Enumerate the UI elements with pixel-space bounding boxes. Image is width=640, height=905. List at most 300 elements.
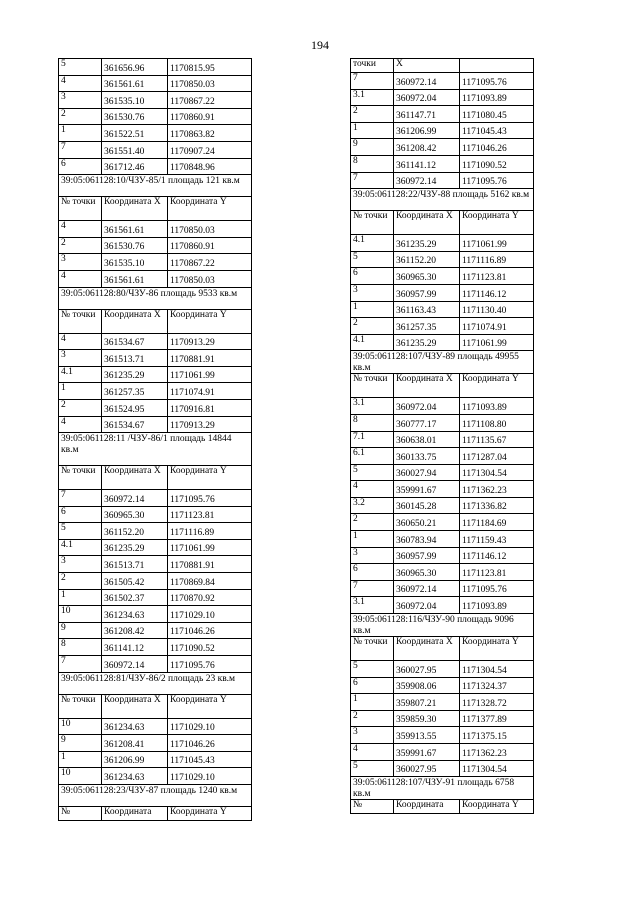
coordinate-y-cell: 1170850.03	[168, 221, 252, 238]
coordinate-x-cell: 361235.29	[102, 366, 168, 383]
point-number-cell: 5	[351, 661, 394, 678]
coordinate-y-cell: 1170913.29	[168, 333, 252, 350]
point-number-cell: 7	[351, 172, 394, 189]
header-coordinate-x: Координата X	[102, 694, 168, 718]
coordinate-y-cell: 1170815.95	[168, 59, 252, 76]
coordinate-x-cell: 361505.42	[102, 573, 168, 590]
coordinate-y-cell: 1171095.76	[460, 172, 534, 189]
coordinate-y-cell: 1170881.91	[168, 350, 252, 367]
table-row	[59, 490, 252, 507]
coordinate-x-cell: 361206.99	[394, 122, 460, 139]
table-row	[59, 416, 252, 433]
table-row	[351, 251, 534, 268]
plot-title: 39:05:061128:10/ЧЗУ-85/1 площадь 121 кв.м	[59, 175, 252, 197]
coordinate-y-cell: 1171046.26	[168, 622, 252, 639]
table-row	[351, 481, 534, 498]
table-row	[59, 237, 252, 254]
coordinate-y-cell: 1171304.54	[460, 464, 534, 481]
coordinate-x-cell: 359991.67	[394, 481, 460, 498]
coordinate-y-cell: 1171328.72	[460, 694, 534, 711]
coordinate-y-cell: 1171146.12	[460, 547, 534, 564]
table-row	[59, 539, 252, 556]
point-number-cell: 5	[351, 464, 394, 481]
point-number-cell: 4	[59, 75, 102, 92]
point-number-cell: 9	[351, 139, 394, 156]
point-number-cell: 3.2	[351, 497, 394, 514]
coordinate-y-cell: 1170881.91	[168, 556, 252, 573]
plot-title: 39:05:061128:107/ЧЗУ-91 площадь 6758 кв.м	[351, 777, 534, 800]
coordinate-x-cell: 361163.43	[394, 301, 460, 318]
coordinate-y-cell: 1171029.10	[168, 768, 252, 785]
point-number-cell: 4	[59, 270, 102, 287]
coordinate-y-cell: 1170916.81	[168, 399, 252, 416]
coordinate-x-cell: 360972.14	[102, 656, 168, 673]
table-row	[59, 589, 252, 606]
plot-title-row	[351, 777, 534, 800]
coordinate-x-cell: 360965.30	[394, 564, 460, 581]
coordinate-x-cell: 360972.04	[394, 597, 460, 614]
table-row	[59, 366, 252, 383]
table-header-row	[59, 466, 252, 490]
coordinate-x-cell: 360777.17	[394, 414, 460, 431]
point-number-cell: 4.1	[59, 366, 102, 383]
table-row	[59, 59, 252, 76]
coordinate-y-cell: 1171375.15	[460, 727, 534, 744]
table-row	[59, 270, 252, 287]
coordinate-x-cell: 361208.42	[394, 139, 460, 156]
point-number-cell: 2	[59, 399, 102, 416]
coordinate-x-cell: 361234.63	[102, 768, 168, 785]
header-coordinate-y: Координата Y	[168, 466, 252, 490]
coordinate-x-cell: 360027.95	[394, 760, 460, 777]
header-point-number: № точки	[59, 309, 102, 333]
coordinate-x-cell: 360972.04	[394, 89, 460, 106]
coordinate-y-cell: 1171108.80	[460, 414, 534, 431]
coordinate-x-cell: 361257.35	[102, 383, 168, 400]
coordinate-x-cell: 361513.71	[102, 350, 168, 367]
coordinate-y-cell: 1170850.03	[168, 270, 252, 287]
point-number-cell: 10	[59, 606, 102, 623]
coordinate-x-cell: 360965.30	[102, 506, 168, 523]
coordinate-y-cell: 1171090.52	[460, 155, 534, 172]
coordinate-x-cell: 359908.06	[394, 677, 460, 694]
coordinate-x-cell: 361152.20	[394, 251, 460, 268]
coordinate-y-cell: 1171336.82	[460, 497, 534, 514]
point-number-cell: 7	[59, 656, 102, 673]
table-header-row	[59, 309, 252, 333]
table-row	[351, 235, 534, 252]
coordinate-x-cell: 360972.14	[102, 490, 168, 507]
coordinate-y-cell: 1170870.92	[168, 589, 252, 606]
table-row	[351, 414, 534, 431]
coordinate-y-cell: 1171123.81	[460, 268, 534, 285]
coordinate-x-cell: 359913.55	[394, 727, 460, 744]
table-row	[59, 383, 252, 400]
header-point-number: №	[59, 807, 102, 821]
coordinate-y-cell: 1171061.99	[460, 235, 534, 252]
table-row	[59, 573, 252, 590]
coordinate-x-cell: 361561.61	[102, 221, 168, 238]
coordinate-y-cell: 1171093.89	[460, 597, 534, 614]
table-row	[59, 506, 252, 523]
header-coordinate-y: Координата Y	[168, 309, 252, 333]
coordinate-y-cell: 1170867.22	[168, 92, 252, 109]
coordinate-y-cell: 1171324.37	[460, 677, 534, 694]
coordinate-y-cell: 1171074.91	[168, 383, 252, 400]
plot-title-row	[59, 433, 252, 466]
coordinate-x-cell: 360972.04	[394, 398, 460, 415]
point-number-cell: 4	[59, 416, 102, 433]
header-coordinate-x: Координата X	[394, 637, 460, 661]
coordinate-x-cell: 361147.71	[394, 106, 460, 123]
coordinate-y-cell: 1170850.03	[168, 75, 252, 92]
table-row	[59, 622, 252, 639]
point-number-cell: 3	[59, 350, 102, 367]
coordinate-y-cell: 1171095.76	[168, 656, 252, 673]
coordinate-x-cell: 361530.76	[102, 237, 168, 254]
table-row	[351, 727, 534, 744]
coordinate-x-cell: 360638.01	[394, 431, 460, 448]
point-number-cell: 2	[59, 237, 102, 254]
coordinate-y-cell: 1171061.99	[168, 366, 252, 383]
point-number-cell: 2	[351, 106, 394, 123]
plot-title-row	[351, 189, 534, 211]
table-header-row	[59, 197, 252, 221]
point-number-cell: 1	[351, 694, 394, 711]
left-table-body	[59, 59, 252, 821]
point-number-cell: 2	[59, 573, 102, 590]
table-row	[351, 73, 534, 90]
plot-title: 39:05:061128:22/ЧЗУ-88 площадь 5162 кв.м	[351, 189, 534, 211]
header-coordinate-x: Координата X	[102, 197, 168, 221]
coordinate-y-cell: 1171095.76	[460, 580, 534, 597]
table-row	[351, 760, 534, 777]
plot-title-row	[59, 785, 252, 807]
table-row	[59, 556, 252, 573]
point-number-cell: 5	[59, 523, 102, 540]
coordinate-x-cell: 359859.30	[394, 710, 460, 727]
point-number-cell: 7	[351, 580, 394, 597]
coordinate-x-cell: 361534.67	[102, 416, 168, 433]
header-coordinate-x: Координата X	[102, 309, 168, 333]
table-row	[59, 125, 252, 142]
table-row	[351, 139, 534, 156]
point-number-cell: 2	[351, 514, 394, 531]
header-point-number: № точки	[59, 694, 102, 718]
coordinate-x-cell: 361257.35	[394, 318, 460, 335]
table-row	[351, 268, 534, 285]
table-row	[59, 639, 252, 656]
coordinate-y-cell: 1170867.22	[168, 254, 252, 271]
coordinate-x-cell: 361561.61	[102, 75, 168, 92]
table-row	[351, 106, 534, 123]
coordinate-x-cell: 359991.67	[394, 744, 460, 761]
point-number-cell: 8	[351, 414, 394, 431]
table-row	[59, 333, 252, 350]
coordinate-y-cell: 1171061.99	[168, 539, 252, 556]
coordinate-y-cell: 1171362.23	[460, 744, 534, 761]
point-number-cell: 1	[59, 125, 102, 142]
point-number-cell: 1	[59, 589, 102, 606]
coordinate-y-cell: 1171093.89	[460, 398, 534, 415]
point-number-cell: 7.1	[351, 431, 394, 448]
coordinate-y-cell: 1171135.67	[460, 431, 534, 448]
plot-title: 39:05:061128:23/ЧЗУ-87 площадь 1240 кв.м	[59, 785, 252, 807]
coordinate-x-cell: 361656.96	[102, 59, 168, 76]
coordinate-x-cell: 361502.37	[102, 589, 168, 606]
header-coordinate-y: Координата Y	[460, 800, 534, 814]
table-header-row	[351, 800, 534, 814]
point-number-cell: 6	[59, 506, 102, 523]
coordinate-y-cell: 1170869.84	[168, 573, 252, 590]
coordinate-y-cell: 1171080.45	[460, 106, 534, 123]
header-coordinate-y: Координата Y	[460, 637, 534, 661]
table-row	[59, 141, 252, 158]
coordinate-y-cell: 1171159.43	[460, 531, 534, 548]
point-number-cell: 4.1	[351, 235, 394, 252]
header-coordinate-y: Координата Y	[460, 374, 534, 398]
point-number-cell: 3.1	[351, 89, 394, 106]
right-coordinates-table	[350, 58, 534, 814]
coordinate-x-cell: 360145.28	[394, 497, 460, 514]
point-number-cell: 1	[59, 751, 102, 768]
table-row	[351, 431, 534, 448]
coordinate-x-cell: 361712.46	[102, 158, 168, 175]
point-number-cell: 3	[59, 556, 102, 573]
point-number-cell: 3	[351, 727, 394, 744]
table-row	[59, 735, 252, 752]
point-number-cell: 5	[351, 760, 394, 777]
point-number-cell: 4	[351, 744, 394, 761]
point-number-cell: 9	[59, 622, 102, 639]
table-row	[351, 318, 534, 335]
table-row	[351, 580, 534, 597]
point-number-cell: 7	[351, 73, 394, 90]
point-number-cell: 3	[351, 547, 394, 564]
point-number-cell: 2	[351, 710, 394, 727]
table-row	[59, 751, 252, 768]
table-row	[351, 744, 534, 761]
table-row	[351, 661, 534, 678]
page-number: 194	[311, 38, 329, 52]
coordinate-x-cell: 361235.29	[394, 334, 460, 351]
coordinate-y-cell: 1171130.40	[460, 301, 534, 318]
header-coordinate-y: Координата Y	[168, 807, 252, 821]
coordinate-y-cell: 1171116.89	[168, 523, 252, 540]
coordinate-y-cell: 1171090.52	[168, 639, 252, 656]
coordinate-x-cell: 361513.71	[102, 556, 168, 573]
plot-title: 39:05:061128:81/ЧЗУ-86/2 площадь 23 кв.м	[59, 672, 252, 694]
point-number-cell: 3	[59, 254, 102, 271]
coordinate-y-cell: 1171093.89	[460, 89, 534, 106]
table-row	[351, 677, 534, 694]
coordinate-y-cell: 1171304.54	[460, 760, 534, 777]
table-row	[59, 399, 252, 416]
table-row	[351, 301, 534, 318]
coordinate-x-cell: 361235.29	[394, 235, 460, 252]
coordinate-y-cell: 1171116.89	[460, 251, 534, 268]
point-number-cell: 5	[59, 59, 102, 76]
coordinate-y-cell: 1171146.12	[460, 284, 534, 301]
coordinate-x-cell: 360783.94	[394, 531, 460, 548]
coordinate-y-cell: 1171184.69	[460, 514, 534, 531]
header-coordinate-x: Координата X	[102, 466, 168, 490]
right-table-body	[351, 59, 534, 814]
table-row	[59, 92, 252, 109]
coordinate-x-cell: 361535.10	[102, 92, 168, 109]
coordinate-y-cell: 1171304.54	[460, 661, 534, 678]
plot-title: 39:05:061128:107/ЧЗУ-89 площадь 49955 кв.м	[351, 351, 534, 374]
table-row	[351, 531, 534, 548]
table-row	[351, 398, 534, 415]
coordinate-y-cell: 1170860.91	[168, 237, 252, 254]
header-point-number: № точки	[351, 374, 394, 398]
table-header-row	[59, 807, 252, 821]
coordinate-y-cell: 1171061.99	[460, 334, 534, 351]
coordinate-x-cell: 361235.29	[102, 539, 168, 556]
coordinate-y-cell: 1171029.10	[168, 606, 252, 623]
point-number-cell: 6.1	[351, 448, 394, 465]
header-coordinate-x: X	[394, 59, 460, 73]
table-row	[351, 122, 534, 139]
coordinate-x-cell: 360972.14	[394, 73, 460, 90]
coordinate-x-cell: 361141.12	[394, 155, 460, 172]
point-number-cell: 6	[351, 268, 394, 285]
coordinate-x-cell: 361234.63	[102, 606, 168, 623]
table-row	[59, 221, 252, 238]
header-point-number: № точки	[59, 197, 102, 221]
header-point-number: №	[351, 800, 394, 814]
plot-title-row	[59, 175, 252, 197]
header-coordinate-x: Координата X	[394, 374, 460, 398]
table-row	[59, 350, 252, 367]
header-point-number: точки	[351, 59, 394, 73]
header-coordinate-y: Координата Y	[168, 694, 252, 718]
header-coordinate-y	[460, 59, 534, 73]
point-number-cell: 6	[351, 564, 394, 581]
table-header-row	[351, 374, 534, 398]
coordinate-x-cell: 360957.99	[394, 284, 460, 301]
coordinate-y-cell: 1171074.91	[460, 318, 534, 335]
coordinate-x-cell: 360972.14	[394, 172, 460, 189]
coordinate-y-cell: 1171123.81	[168, 506, 252, 523]
left-coordinates-table	[58, 58, 252, 821]
plot-title-row	[59, 672, 252, 694]
table-row	[59, 254, 252, 271]
coordinate-x-cell: 361141.12	[102, 639, 168, 656]
table-row	[351, 334, 534, 351]
table-row	[59, 768, 252, 785]
plot-title: 39:05:061128:11 /ЧЗУ-86/1 площадь 14844 кв.м	[59, 433, 252, 466]
header-coordinate-y: Координата Y	[168, 197, 252, 221]
point-number-cell: 7	[59, 141, 102, 158]
coordinate-x-cell: 361522.51	[102, 125, 168, 142]
table-row	[59, 718, 252, 735]
table-header-row	[351, 637, 534, 661]
point-number-cell: 3	[59, 92, 102, 109]
point-number-cell: 4	[351, 481, 394, 498]
coordinate-x-cell: 361524.95	[102, 399, 168, 416]
point-number-cell: 7	[59, 490, 102, 507]
coordinate-y-cell: 1171377.89	[460, 710, 534, 727]
coordinate-x-cell: 359807.21	[394, 694, 460, 711]
coordinate-x-cell: 360972.14	[394, 580, 460, 597]
point-number-cell: 2	[59, 108, 102, 125]
table-row	[59, 523, 252, 540]
point-number-cell: 10	[59, 768, 102, 785]
header-coordinate-y: Координата Y	[460, 211, 534, 235]
plot-title-row	[59, 287, 252, 309]
table-header-row	[59, 694, 252, 718]
table-row	[59, 606, 252, 623]
point-number-cell: 3.1	[351, 597, 394, 614]
coordinate-x-cell: 360027.94	[394, 464, 460, 481]
table-row	[351, 172, 534, 189]
point-number-cell: 1	[351, 301, 394, 318]
point-number-cell: 9	[59, 735, 102, 752]
table-row	[59, 75, 252, 92]
coordinate-x-cell: 360965.30	[394, 268, 460, 285]
coordinate-x-cell: 361561.61	[102, 270, 168, 287]
plot-title: 39:05:061128:80/ЧЗУ-86 площадь 9533 кв.м	[59, 287, 252, 309]
coordinate-x-cell: 360027.95	[394, 661, 460, 678]
table-row	[351, 155, 534, 172]
point-number-cell: 4.1	[59, 539, 102, 556]
table-row	[351, 89, 534, 106]
coordinate-x-cell: 360650.21	[394, 514, 460, 531]
coordinate-y-cell: 1171095.76	[460, 73, 534, 90]
table-row	[59, 108, 252, 125]
table-row	[59, 656, 252, 673]
point-number-cell: 8	[59, 639, 102, 656]
header-point-number: № точки	[59, 466, 102, 490]
coordinate-y-cell: 1170860.91	[168, 108, 252, 125]
table-row	[351, 547, 534, 564]
point-number-cell: 1	[351, 122, 394, 139]
header-coordinate-x: Координата	[102, 807, 168, 821]
coordinate-y-cell: 1171029.10	[168, 718, 252, 735]
coordinate-y-cell: 1171045.43	[168, 751, 252, 768]
coordinate-x-cell: 361208.42	[102, 622, 168, 639]
header-point-number: № точки	[351, 211, 394, 235]
point-number-cell: 2	[351, 318, 394, 335]
coordinate-x-cell: 361535.10	[102, 254, 168, 271]
coordinate-y-cell: 1171045.43	[460, 122, 534, 139]
coordinate-x-cell: 361206.99	[102, 751, 168, 768]
point-number-cell: 3.1	[351, 398, 394, 415]
table-row	[351, 497, 534, 514]
table-row	[351, 597, 534, 614]
table-row	[351, 284, 534, 301]
table-row	[351, 448, 534, 465]
coordinate-x-cell: 360133.75	[394, 448, 460, 465]
coordinate-x-cell: 361551.40	[102, 141, 168, 158]
table-row	[351, 564, 534, 581]
coordinate-y-cell: 1170863.82	[168, 125, 252, 142]
point-number-cell: 6	[59, 158, 102, 175]
table-row	[351, 710, 534, 727]
header-coordinate-x: Координата	[394, 800, 460, 814]
table-header-row	[351, 211, 534, 235]
coordinate-x-cell: 361208.41	[102, 735, 168, 752]
table-row	[351, 694, 534, 711]
point-number-cell: 10	[59, 718, 102, 735]
plot-title-row	[351, 614, 534, 637]
coordinate-y-cell: 1171362.23	[460, 481, 534, 498]
table-row	[351, 464, 534, 481]
table-header-row	[351, 59, 534, 73]
coordinate-x-cell: 361234.63	[102, 718, 168, 735]
